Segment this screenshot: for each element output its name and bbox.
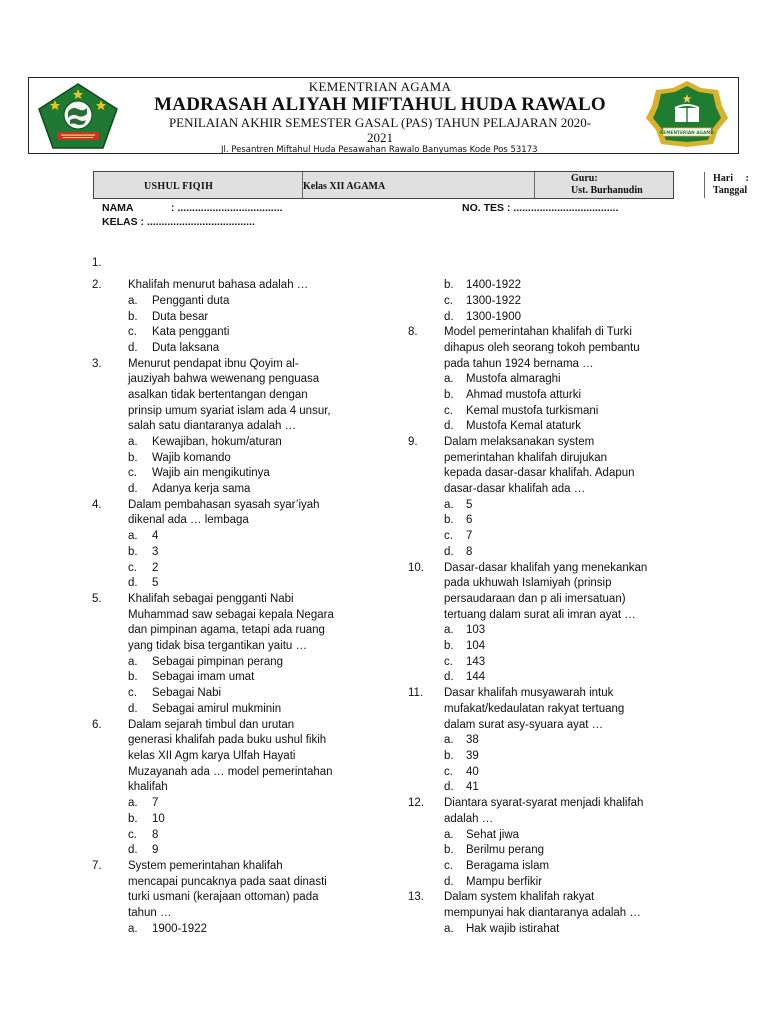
option-letter: d.	[128, 703, 138, 715]
question-text: tertuang dalam surat ali imran ayat …	[444, 609, 636, 621]
school-address: Jl. Pesantren Miftahul Huda Pesawahan Rawalo Banyumas Kode Pos 53173	[221, 145, 538, 155]
option-text: Mustofa Kemal ataturk	[466, 420, 582, 432]
option-text: 103	[466, 624, 486, 636]
option-letter: b.	[444, 279, 454, 291]
option-text: Duta besar	[152, 311, 209, 323]
question-text: Dalam sejarah timbul dan urutan	[128, 719, 295, 731]
option-letter: a.	[128, 295, 138, 307]
option-text: 8	[152, 829, 159, 841]
option-text: Adanya kerja sama	[152, 483, 251, 495]
option-letter: c.	[444, 860, 453, 872]
subject-cell	[94, 172, 303, 198]
option-text: 5	[466, 499, 473, 511]
student-name-field: NAMA : ....................................	[102, 202, 283, 214]
option-letter: d.	[444, 546, 454, 558]
option-letter: b.	[444, 389, 454, 401]
option-letter: d.	[128, 577, 138, 589]
option-letter: a.	[444, 829, 454, 841]
question-text: Dalam melaksanakan system	[444, 436, 595, 448]
option-letter: c.	[128, 326, 137, 338]
option-letter: d.	[444, 781, 454, 793]
exam-title-line2: 2021	[367, 130, 393, 145]
question-text: kepada dasar-dasar khalifah. Adapun	[444, 467, 635, 479]
day-field: Hari :	[713, 173, 749, 184]
question-number: 4.	[92, 499, 102, 511]
question-text: dihapus oleh seorang tokoh pembantu	[444, 342, 640, 354]
option-letter: a.	[444, 624, 454, 636]
option-text: 41	[466, 781, 479, 793]
question-text: khalifah	[128, 781, 168, 793]
option-letter: c.	[128, 467, 137, 479]
question-number: 5.	[92, 593, 102, 605]
exam-title-line1: PENILAIAN AKHIR SEMESTER GASAL (PAS) TAHUN PELAJARAN 2020-	[168, 115, 592, 130]
option-text: 10	[152, 813, 165, 825]
teacher-label: Guru:	[571, 173, 598, 184]
day-date-cell	[705, 172, 768, 198]
option-letter: c.	[444, 766, 453, 778]
question-number: 7.	[92, 860, 102, 872]
option-letter: c.	[444, 530, 453, 542]
option-text: Beragama islam	[466, 860, 550, 872]
option-letter: c.	[128, 829, 137, 841]
school-logo-icon	[37, 82, 119, 150]
option-text: 1300-1922	[466, 295, 521, 307]
option-text: Sehat jiwa	[466, 829, 520, 841]
question-number: 8.	[408, 326, 418, 338]
option-text: Sebagai pimpinan perang	[152, 656, 284, 668]
date-field: Tanggal	[713, 185, 748, 196]
option-letter: b.	[128, 452, 138, 464]
option-text: Duta laksana	[152, 342, 220, 354]
option-letter: a.	[444, 499, 454, 511]
question-text: dasar-dasar khalifah ada …	[444, 483, 586, 495]
option-letter: b.	[444, 640, 454, 652]
option-text: 4	[152, 530, 159, 542]
option-letter: d.	[444, 420, 454, 432]
option-text: 38	[466, 734, 479, 746]
option-text: 144	[466, 671, 486, 683]
exam-number-field: NO. TES : ....................................	[462, 202, 619, 214]
option-letter: c.	[444, 295, 453, 307]
exam-title	[121, 115, 639, 145]
question-number: 10.	[408, 562, 424, 574]
teacher-name: Ust. Burhanudin	[571, 185, 643, 196]
question-text: Dasar khalifah musyawarah intuk	[444, 687, 614, 699]
question-number: 12.	[408, 797, 424, 809]
option-text: Sebagai imam umat	[152, 671, 255, 683]
option-text: Wajib komando	[152, 452, 231, 464]
question-text: yang tidak bisa tergantikan yaitu …	[128, 640, 307, 652]
question-text: pemerintahan khalifah dirujukan	[444, 452, 608, 464]
option-text: Berilmu perang	[466, 844, 544, 856]
option-text: 3	[152, 546, 159, 558]
question-text: Muzayanah ada … model pemerintahan	[128, 766, 333, 778]
ministry-name: KEMENTRIAN AGAMA	[308, 79, 452, 94]
question-number: 13.	[408, 891, 424, 903]
option-text: Pengganti duta	[152, 295, 230, 307]
question-text: Model pemerintahan khalifah di Turki	[444, 326, 632, 338]
option-letter: a.	[128, 923, 138, 935]
option-text: 1300-1900	[466, 311, 521, 323]
option-text: 2	[152, 562, 159, 574]
option-text: 6	[466, 514, 473, 526]
option-letter: b.	[128, 813, 138, 825]
question-number: 1.	[92, 257, 102, 269]
option-text: 1900-1922	[152, 923, 207, 935]
option-letter: a.	[128, 436, 138, 448]
option-letter: a.	[444, 373, 454, 385]
subject-name: USHUL FIQIH	[144, 181, 214, 192]
option-letter: a.	[444, 923, 454, 935]
option-letter: a.	[128, 797, 138, 809]
question-text: Diantara syarat-syarat menjadi khalifah	[444, 797, 644, 809]
question-text: Dalam pembahasan syasah syar’iyah	[128, 499, 320, 511]
question-text: Khalifah menurut bahasa adalah …	[128, 279, 309, 291]
option-text: 7	[152, 797, 159, 809]
option-text: 1400-1922	[466, 279, 521, 291]
option-letter: d.	[128, 844, 138, 856]
question-text: salah satu diantaranya adalah …	[128, 420, 297, 432]
class-name: Kelas XII AGAMA	[303, 181, 386, 192]
question-text: dikenal ada … lembaga	[128, 514, 249, 526]
student-class-field: KELAS : .....................................	[102, 216, 255, 228]
option-text: 8	[466, 546, 473, 558]
option-text: Sebagai amirul mukminin	[152, 703, 282, 715]
option-letter: b.	[444, 514, 454, 526]
question-text: jauziyah bahwa wewenang penguasa	[128, 373, 320, 385]
question-text: mempunyai hak diantaranya adalah …	[444, 907, 641, 919]
question-text: generasi khalifah pada buku ushul fikih	[128, 734, 327, 746]
option-text: Kata pengganti	[152, 326, 230, 338]
question-text: Khalifah sebagai pengganti Nabi	[128, 593, 294, 605]
question-text: Dalam system khalifah rakyat	[444, 891, 595, 903]
option-text: Kemal mustofa turkismani	[466, 405, 599, 417]
question-text: Muhammad saw sebagai kepala Negara	[128, 609, 334, 621]
option-text: 9	[152, 844, 159, 856]
option-letter: a.	[444, 734, 454, 746]
option-text: 143	[466, 656, 486, 668]
question-text: tahun …	[128, 907, 172, 919]
question-number: 11.	[408, 687, 424, 699]
option-text: 40	[466, 766, 479, 778]
option-letter: b.	[128, 546, 138, 558]
ministry-logo-icon	[645, 80, 729, 148]
option-letter: d.	[128, 342, 138, 354]
letterhead-text	[121, 78, 639, 156]
subject-info-bar	[93, 171, 749, 199]
question-number: 6.	[92, 719, 102, 731]
option-letter: b.	[128, 311, 138, 323]
option-letter: c.	[128, 562, 137, 574]
school-name: MADRASAH ALIYAH MIFTAHUL HUDA RAWALO	[154, 94, 606, 115]
question-text: kelas XII Agm karya Ulfah Hayati	[128, 750, 296, 762]
option-letter: c.	[128, 687, 137, 699]
option-letter: c.	[444, 405, 453, 417]
question-text: pada tahun 1924 bernama …	[444, 358, 594, 370]
option-text: Hak wajib istirahat	[466, 923, 560, 935]
question-text: mufakat/kedaulatan rakyat tertuang	[444, 703, 625, 715]
question-text: turki usmani (kerajaan ottoman) pada	[128, 891, 319, 903]
option-letter: b.	[444, 844, 454, 856]
question-text: dalam surat asy-syuara ayat …	[444, 719, 604, 731]
class-cell	[303, 172, 535, 198]
option-text: Ahmad mustofa atturki	[466, 389, 582, 401]
teacher-cell	[535, 172, 705, 198]
question-text: Menurut pendapat ibnu Qoyim al-	[128, 358, 299, 370]
question-text: asalkan tidak bertentangan dengan	[128, 389, 308, 401]
option-text: Mampu berfikir	[466, 876, 543, 888]
option-letter: a.	[128, 656, 138, 668]
option-letter: d.	[444, 671, 454, 683]
question-text: Dasar-dasar khalifah yang menekankan	[444, 562, 648, 574]
ministry-logo-text: KEMENTERIAN AGAMA	[659, 131, 715, 136]
option-text: 5	[152, 577, 159, 589]
option-letter: b.	[444, 750, 454, 762]
option-text: Wajib ain mengikutinya	[152, 467, 270, 479]
question-text: mencapai puncaknya pada saat dinasti	[128, 876, 327, 888]
option-text: 39	[466, 750, 479, 762]
question-text: pada ukhuwah Islamiyah (prinsip	[444, 577, 612, 589]
option-text: Kewajiban, hokum/aturan	[152, 436, 282, 448]
option-letter: d.	[444, 876, 454, 888]
option-letter: a.	[128, 530, 138, 542]
question-text: prinsip umum syariat islam ada 4 unsur,	[128, 405, 331, 417]
option-letter: d.	[444, 311, 454, 323]
question-text: System pemerintahan khalifah	[128, 860, 283, 872]
question-number: 2.	[92, 279, 102, 291]
option-text: Mustofa almaraghi	[466, 373, 561, 385]
question-text: dan pimpinan agama, tetapi ada ruang	[128, 624, 325, 636]
option-text: Sebagai Nabi	[152, 687, 222, 699]
option-text: 7	[466, 530, 473, 542]
letterhead	[28, 77, 739, 154]
question-number: 9.	[408, 436, 418, 448]
question-text: persaudaraan dan p ali imersatuan)	[444, 593, 626, 605]
option-letter: c.	[444, 656, 453, 668]
option-letter: d.	[128, 483, 138, 495]
option-text: 104	[466, 640, 486, 652]
option-letter: b.	[128, 671, 138, 683]
question-text: adalah …	[444, 813, 494, 825]
question-number: 3.	[92, 358, 102, 370]
